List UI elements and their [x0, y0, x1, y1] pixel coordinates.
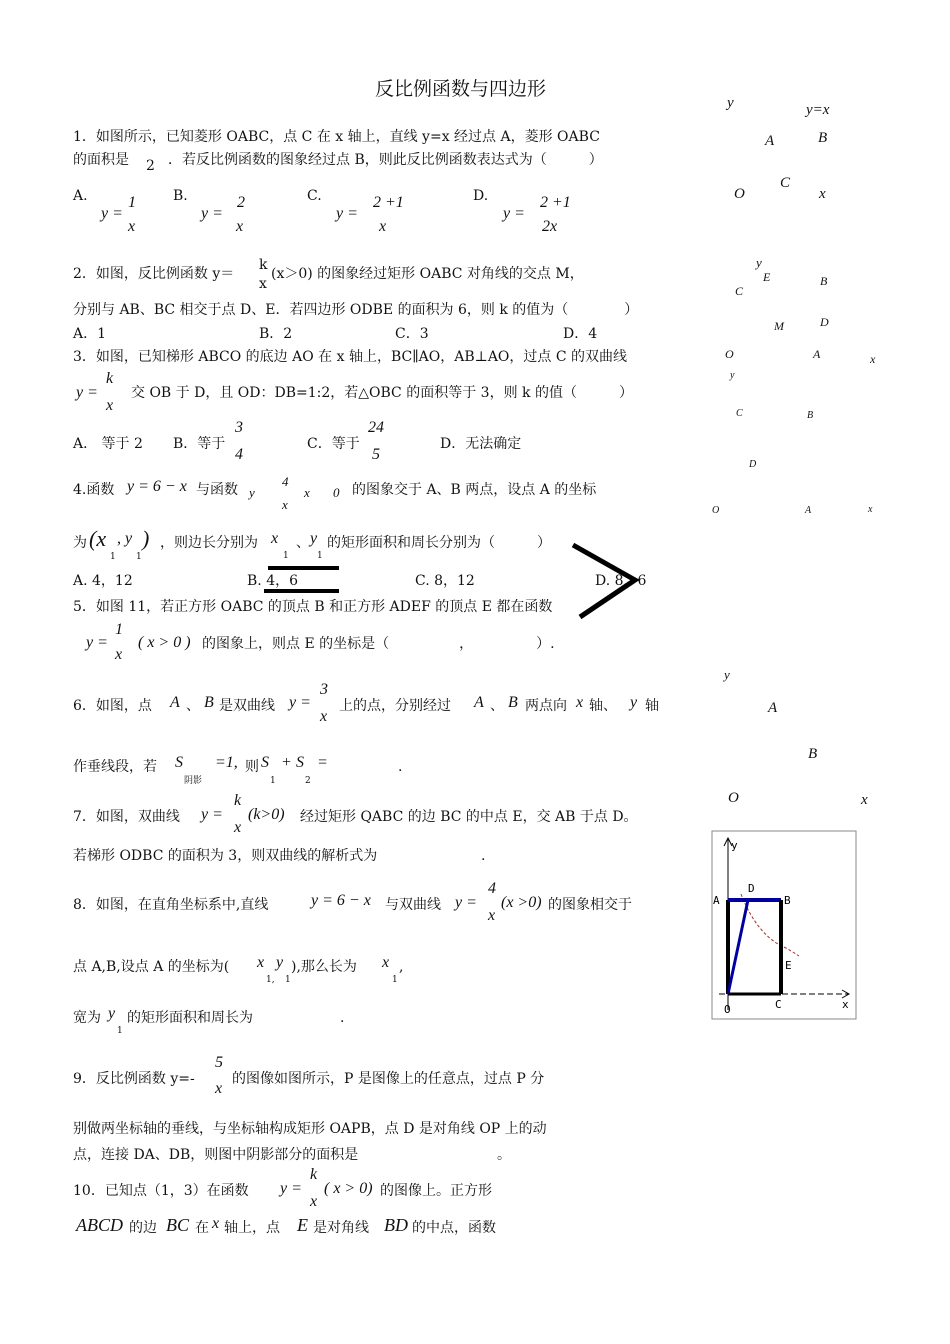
q8-pt-y: y	[276, 954, 284, 971]
q4-y1: y	[310, 530, 318, 547]
q1-fig-b-label: B	[818, 130, 828, 146]
q6-b: B	[204, 694, 214, 711]
q8-y1-sub: 1	[117, 1026, 123, 1036]
q8-line3b: 的矩形面积和周长为	[127, 1010, 253, 1026]
q8-line1b: 与双曲线	[385, 897, 441, 913]
q1-area-value: 2	[146, 158, 155, 174]
q4-line2c: 的矩形面积和周长分别为（ ）	[327, 535, 551, 551]
q10-e: E	[297, 1215, 308, 1235]
q6-den: x	[320, 708, 328, 725]
q4-opt-d: D. 8，6	[595, 573, 647, 589]
q2-fig-c-label: C	[735, 284, 744, 298]
q8-pt-x: x	[257, 954, 265, 971]
q8-lhs: y =	[455, 894, 477, 911]
q4-line1c: 的图象交于 A、B 两点，设点 A 的坐标	[352, 482, 597, 498]
q8-line2a: 点 A,B,设点 A 的坐标为(	[73, 959, 230, 975]
q4-y1-sub: 1	[317, 551, 323, 561]
q7-lhs: y =	[201, 806, 223, 823]
q8-y1: y	[108, 1005, 116, 1022]
q7-fig-o-label: O	[724, 1003, 731, 1016]
q8-line2c: ,	[399, 959, 404, 975]
q4-line1b: 与函数	[196, 482, 238, 498]
q1-opt-c-num: 2 +1	[373, 194, 404, 211]
q2-fig-x-label: x	[870, 352, 876, 366]
q8-pt-x-sub: 1,	[266, 975, 275, 985]
q1-fig-line-label: y=x	[806, 102, 830, 118]
q4-line1a: 4.函数	[73, 482, 115, 498]
q3-opt-b-den: 4	[235, 446, 243, 463]
q7-line2: 若梯形 ODBC 的面积为 3，则双曲线的解析式为	[73, 848, 378, 864]
q1-fig-a-label: A	[765, 133, 775, 149]
q3-fig-b-label: B	[807, 410, 814, 421]
q9-line2: 别做两坐标轴的垂线，与坐标轴构成矩形 OAPB，点 D 是对角线 OP 上的动	[73, 1121, 547, 1137]
q4-eq2-num: 4	[282, 474, 289, 489]
q3-lhs: y =	[76, 384, 98, 401]
q5-line1: 5．如图 11，若正方形 OABC 的顶点 B 和正方形 ADEF 的顶点 E 都在函数	[73, 599, 553, 615]
q3-opt-d: D．无法确定	[440, 436, 522, 452]
q1-line2b: ．若反比例函数的图象经过点 B，则此反比例函数表达式为（ ）	[168, 152, 603, 168]
q7-fig-e-label: E	[785, 959, 792, 972]
q1-fig-x-label: x	[819, 186, 826, 202]
q3-fig-x-label: x	[868, 504, 873, 515]
q6-fig-x-label: x	[861, 792, 868, 808]
q6-line2a: 作垂线段，若	[73, 759, 157, 775]
q4-opt-c: C. 8，12	[415, 573, 475, 589]
q1-opt-a-letter: A.	[73, 188, 88, 204]
q4-eq1: y = 6 − x	[127, 478, 187, 495]
q1-opt-a-num: 1	[128, 194, 136, 211]
q6-s-sub: 阴影	[184, 776, 203, 786]
q7-cond: (k>0)	[248, 806, 285, 823]
q10-abcd: ABCD	[76, 1215, 123, 1235]
q9-line1a: 9．反比例函数 y=-	[73, 1071, 195, 1087]
q3-fig-y-label: y	[730, 370, 735, 381]
q10-x: x	[310, 1193, 318, 1210]
q9-num: 5	[215, 1054, 223, 1071]
q6-fig-a-label: A	[768, 700, 778, 716]
q5-line2: 的图象上，则点 E 的坐标是（ ， ）.	[202, 636, 555, 652]
q6-end: .	[398, 759, 403, 775]
q2-line1a: 2．如图，反比例函数 y＝	[73, 266, 235, 282]
q6-dun1: 、	[186, 698, 200, 714]
q2-k: k	[259, 257, 268, 273]
q3-fig-a-label: A	[805, 505, 812, 516]
q1-opt-a-lhs: y =	[101, 205, 123, 222]
q10-bc: BC	[166, 1215, 190, 1235]
q7-fig-c-label: C	[775, 998, 782, 1011]
q4-eq2-zero: 0	[333, 485, 340, 500]
q3-opt-b: B．等于	[173, 436, 226, 452]
q7-figure-frame	[712, 831, 856, 1019]
q6-dun2: 、	[490, 698, 504, 714]
q10-lhs: y =	[280, 1180, 302, 1197]
q1-opt-d-den: 2x	[542, 218, 558, 235]
q2-fig-m-label: M	[774, 319, 784, 333]
q6-line1d: 两点向	[525, 698, 567, 714]
q2-opt-b: B．2	[259, 326, 293, 342]
q10-cond: ( x > 0)	[324, 1180, 373, 1197]
q2-fig-o-label: O	[725, 347, 734, 361]
q1-opt-a-den: x	[128, 218, 136, 235]
q3-fig-o-label: O	[712, 505, 720, 516]
q3-x: x	[106, 397, 114, 414]
q6-a2: A	[474, 694, 484, 711]
q7-line1a: 7．如图，双曲线	[73, 809, 180, 825]
q2-opt-a: A．1	[73, 326, 107, 342]
q8-line2b: ),那么长为	[291, 959, 357, 975]
q1-opt-d-num: 2 +1	[540, 194, 571, 211]
q7-x: x	[234, 819, 242, 836]
q1-line2a: 的面积是	[73, 152, 129, 168]
q2-x: x	[259, 276, 267, 292]
q4-opt-b: B. 4，6	[247, 573, 299, 589]
q1-line1: 1．如图所示，已知菱形 OABC，点 C 在 x 轴上，直线 y=x 经过点 A，菱形 OABC	[73, 129, 600, 145]
q2-fig-e-label: E	[763, 270, 771, 284]
q10-line2b: 在	[195, 1220, 209, 1236]
q3-opt-c-den: 5	[372, 446, 380, 463]
q1-opt-b-letter: B.	[173, 188, 188, 204]
q4-pt-close: )	[142, 526, 150, 551]
q1-fig-c-label: C	[780, 175, 791, 191]
q6-eq2: =	[317, 754, 328, 771]
q5-cond: ( x > 0 )	[138, 634, 191, 651]
q6-plus: +	[281, 754, 292, 771]
q7-fig-d-label: D	[748, 882, 755, 895]
q6-fig-b-label: B	[808, 746, 818, 762]
q7-fig-a-label: A	[713, 894, 720, 907]
q2-fig-d-label: D	[820, 315, 829, 329]
q7-end: .	[481, 848, 486, 864]
q6-line1c: 上的点，分别经过	[339, 698, 451, 714]
q5-num: 1	[115, 621, 123, 638]
q6-b2: B	[508, 694, 518, 711]
q1-opt-b-num: 2	[237, 194, 245, 211]
q4-x1-sub: 1	[283, 551, 289, 561]
q4-pt-sub1: 1	[110, 552, 116, 562]
q1-opt-d-letter: D.	[473, 188, 489, 204]
q4-eq2-x: x	[304, 485, 310, 500]
q8-line3a: 宽为	[73, 1010, 101, 1026]
q1-opt-c-den: x	[379, 218, 387, 235]
q1-fig-o-label: O	[734, 186, 745, 202]
q7-fig-x-label: x	[842, 998, 849, 1011]
q2-fig-a-label: A	[813, 347, 821, 361]
q10-line1b: 的图像上。正方形	[380, 1183, 492, 1199]
q6-fig-o-label: O	[728, 790, 739, 806]
q10-k: k	[310, 1166, 318, 1183]
q4-eq2-y: y	[249, 485, 255, 500]
q9-den: x	[215, 1080, 223, 1097]
q1-fig-y-label: y	[727, 95, 734, 111]
q6-s: S	[175, 754, 183, 771]
q6-line1e: 轴、	[589, 698, 617, 714]
q7-fig-y-label: y	[731, 839, 738, 852]
q10-bd: BD	[384, 1215, 408, 1235]
q7-fig-b-label: B	[784, 894, 791, 907]
q4-opt-a: A. 4，12	[73, 573, 133, 589]
q8-x1-sub: 1	[392, 975, 398, 985]
q3-opt-b-num: 3	[235, 419, 243, 436]
q3-line2: 交 OB 于 D，且 OD：DB=1:2，若△OBC 的面积等于 3，则 k 的值（ ）	[131, 385, 633, 401]
q6-s2: S	[296, 754, 304, 771]
q8-eq1: y = 6 − x	[311, 892, 371, 909]
q4-pt-sub2: 1	[136, 552, 142, 562]
q6-a: A	[170, 694, 180, 711]
q10-line2d: 是对角线	[313, 1220, 369, 1236]
q2-line1b: (x＞0) 的图象经过矩形 OABC 对角线的交点 M，	[271, 266, 584, 282]
q7-k: k	[234, 792, 242, 809]
q4-pt-open: (x	[89, 526, 107, 551]
q8-end: .	[340, 1010, 345, 1026]
q10-line2c: 轴上，点	[224, 1220, 280, 1236]
q10-line1a: 10．已知点（1，3）在函数	[73, 1183, 249, 1199]
q4-sep: 、	[296, 535, 310, 551]
q3-opt-c-num: 24	[368, 419, 384, 436]
q2-opt-c: C．3	[395, 326, 429, 342]
q10-line2e: 的中点，函数	[412, 1220, 496, 1236]
q2-opt-d: D．4	[563, 326, 598, 342]
q3-opt-a: A． 等于 2	[73, 436, 143, 452]
q8-line1a: 8．如图，在直角坐标系中,直线	[73, 897, 269, 913]
q4-pt-mid: , y	[117, 530, 133, 547]
q8-x1: x	[382, 954, 390, 971]
q10-x-axis: x	[212, 1215, 220, 1232]
q1-opt-b-den: x	[236, 218, 244, 235]
q9-line1b: 的图像如图所示，P 是图像上的任意点，过点 P 分	[232, 1071, 545, 1087]
q8-cond: (x >0)	[501, 894, 542, 911]
q6-lhs: y =	[289, 694, 311, 711]
q6-x: x	[576, 694, 584, 711]
q8-num: 4	[488, 880, 496, 897]
q4-eq2-den: x	[282, 497, 288, 512]
q6-eq1: =1,	[215, 754, 238, 771]
q2-line2: 分别与 AB、BC 相交于点 D、E．若四边形 ODBE 的面积为 6，则 k 的值为（ ）	[73, 302, 639, 318]
q8-line1c: 的图象相交于	[548, 897, 632, 913]
q1-opt-c-letter: C.	[307, 188, 322, 204]
q4-line2b: ，则边长分别为	[160, 535, 258, 551]
q10-line2a: 的边	[129, 1220, 157, 1236]
q3-line1: 3．如图，已知梯形 ABCO 的底边 AO 在 x 轴上，BC∥AO，AB⊥AO，过点 C 的双曲线	[73, 349, 628, 365]
q8-pt-y-sub: 1	[285, 975, 291, 985]
q6-s2-sub: 2	[305, 776, 311, 786]
page-title: 反比例函数与四边形	[375, 78, 547, 100]
q6-s1: S	[261, 754, 269, 771]
q3-fig-c-label: C	[736, 408, 743, 419]
q6-fig-y-label: y	[724, 667, 730, 682]
q6-num: 3	[320, 681, 328, 698]
q2-fig-y-label: y	[756, 255, 762, 270]
q6-y: y	[630, 694, 638, 711]
stray-chevron	[573, 545, 635, 617]
q8-den: x	[488, 907, 496, 924]
q7-figure	[711, 830, 857, 1020]
q3-opt-c: C．等于	[307, 436, 360, 452]
q5-lhs: y =	[86, 634, 108, 651]
q4-x1: x	[271, 530, 279, 547]
q6-line1a: 6．如图，点	[73, 698, 152, 714]
q4-line2a: 为	[73, 535, 87, 551]
q9-line3: 点，连接 DA、DB，则图中阴影部分的面积是	[73, 1147, 359, 1163]
q1-opt-d-lhs: y =	[503, 205, 525, 222]
q6-line1f: 轴	[645, 698, 659, 714]
q1-opt-c-lhs: y =	[336, 205, 358, 222]
q5-den: x	[115, 646, 123, 663]
q6-line1b: 是双曲线	[219, 698, 275, 714]
q3-fig-d-label: D	[749, 459, 757, 470]
q6-then: 则	[245, 759, 259, 775]
q6-s1-sub: 1	[270, 776, 276, 786]
q2-fig-b-label: B	[820, 274, 828, 288]
q1-opt-b-lhs: y =	[201, 205, 223, 222]
q7-line1b: 经过矩形 QABC 的边 BC 的中点 E，交 AB 于点 D。	[300, 809, 638, 825]
q9-end: 。	[497, 1147, 511, 1163]
q3-k: k	[106, 370, 114, 387]
